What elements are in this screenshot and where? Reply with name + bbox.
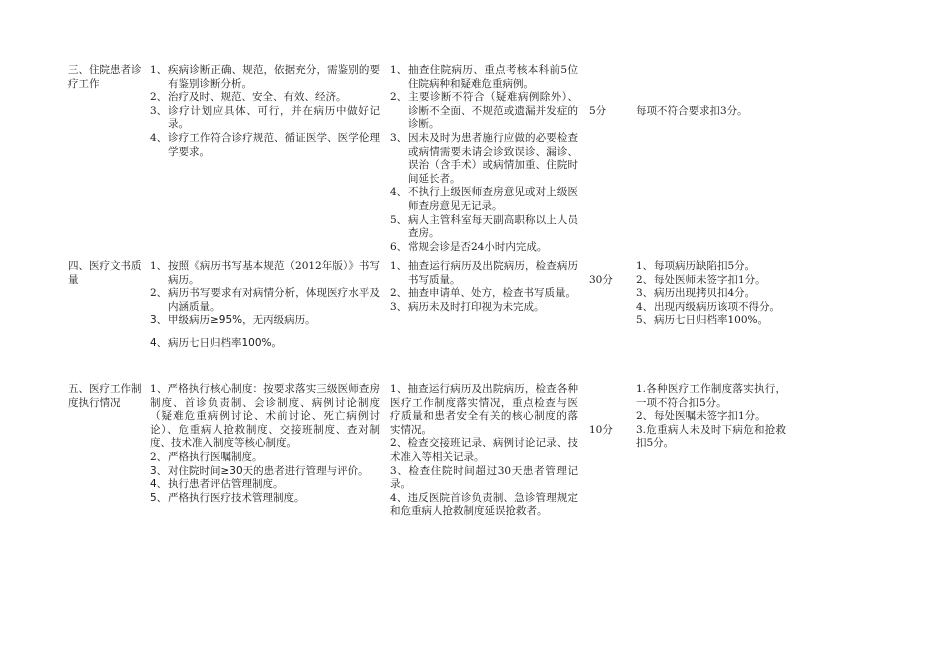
method-item: 6、 常规会诊是否24小时内完成。 (390, 240, 548, 253)
method-item: 5、 病人主管科室每天副高职称以上人员查房。 (390, 213, 578, 240)
deduction-item: 3、 病历出现拷贝扣4分。 (636, 287, 756, 300)
method-item: 3、 病历未及时打印视为未完成。 (390, 300, 545, 313)
category-cell: 四、医疗文书质量 (68, 260, 142, 286)
method-item: 4、违反医院首诊负责制、急诊管理规定和危重病人抢救制度延误抢救者。 (390, 491, 578, 518)
deductions-cell (636, 260, 786, 328)
requirement-item: 4、 执行患者评估管理制度。 (150, 478, 284, 491)
method-item: 4、 不执行上级医师查房意见或对上级医师查房意见无记录。 (390, 186, 578, 212)
method-item: 1、 抽查住院病历、重点考核本科前5位住院病种和疑难危重病例。 (390, 64, 578, 90)
category-cell: 三、住院患者诊疗工作 (68, 64, 142, 90)
method-item: 2、 抽查申请单、处方，检查书写质量。 (390, 287, 576, 300)
method-item: 1、抽查运行病历及出院病历，检查各种医疗工作制度落实情况，重点检查与医疗质量和患者安全有关的核心制度的落实情况。 (390, 383, 578, 436)
requirements-cell (150, 260, 380, 351)
method-item: 3、 因未及时为患者施行应做的必要检查或病情需要未请会诊致误诊、漏诊、误治（含手术）或病情加重、住院时间延长者。 (390, 131, 578, 185)
score-cell: 10分 (589, 424, 613, 436)
methods-cell (390, 260, 578, 314)
method-item: 3、检查住院时间超过30天患者管理记录。 (390, 464, 578, 491)
requirement-item: 2、 治疗及时、规范、安全、有效、经济。 (150, 91, 347, 104)
requirement-item: 3、 甲级病历≥95%，无丙级病历。 (150, 314, 316, 327)
requirements-cell (150, 64, 380, 159)
requirements-cell (150, 383, 380, 505)
method-item: 2、检查交接班记录、病例讨论记录、技术准入等相关记录。 (390, 437, 578, 463)
requirement-item: 4、 病历七日归档率100%。 (150, 336, 283, 349)
deduction-item: 3.危重病人未及时下病危和抢救扣5分。 (636, 423, 786, 450)
requirement-item: 3、 诊疗计划应具体、可行，并在病历中做好记录。 (150, 104, 380, 131)
methods-cell (390, 383, 578, 519)
deductions-cell (636, 105, 786, 119)
deduction-item: 5、 病历七日归档率100%。 (636, 314, 769, 327)
method-item: 1、 抽查运行病历及出院病历，检查病历书写质量。 (390, 260, 578, 286)
category-cell: 五、医疗工作制度执行情况 (68, 383, 142, 409)
requirement-item: 1、 疾病诊断正确、规范，依据充分，需鉴别的要有鉴别诊断分析。 (150, 64, 380, 90)
requirement-item: 2、 严格执行医嘱制度。 (150, 450, 263, 463)
methods-cell (390, 64, 578, 254)
deduction-item: 2、 每处医师未签字扣1分。 (636, 273, 766, 286)
requirement-item: 2、 病历书写要求有对病情分析，体现医疗水平及内涵质量。 (150, 287, 380, 313)
deduction-item: 1.各种医疗工作制度落实执行，一项不符合扣5分。 (636, 383, 786, 409)
requirement-item: 3、 对住院时间≥30天的患者进行管理与评价。 (150, 464, 369, 477)
deductions-cell (636, 383, 786, 451)
requirement-item: 4、 诊疗工作符合诊疗规范、循证医学、医学伦理学要求。 (150, 131, 380, 158)
requirement-item: 5、 严格执行医疗技术管理制度。 (150, 491, 305, 504)
deduction-item: 1、 每项病历缺陷扣5分。 (636, 260, 756, 272)
deduction-item: 每项不符合要求扣3分。 (636, 105, 748, 117)
score-cell: 5分 (589, 105, 607, 117)
requirement-item: 1、严格执行核心制度：按要求落实三级医师查房制度、首诊负责制、会诊制度、病例讨论制度（疑难危重病例讨论、术前讨论、死亡病例讨论）、危重病人抢救制度、交接班制度、查对制度、技术准入制度等核心制度。 (150, 383, 380, 450)
score-cell: 30分 (589, 274, 613, 286)
deduction-item: 2、 每处医嘱未签字扣1分。 (636, 410, 766, 423)
method-item: 2、 主要诊断不符合（疑难病例除外）、诊断不全面、不规范或遗漏并发症的诊断。 (390, 91, 578, 131)
deduction-item: 4、 出现丙级病历该项不得分。 (636, 300, 780, 313)
requirement-item: 1、 按照《病历书写基本规范（2012年版）》书写病历。 (150, 260, 380, 286)
